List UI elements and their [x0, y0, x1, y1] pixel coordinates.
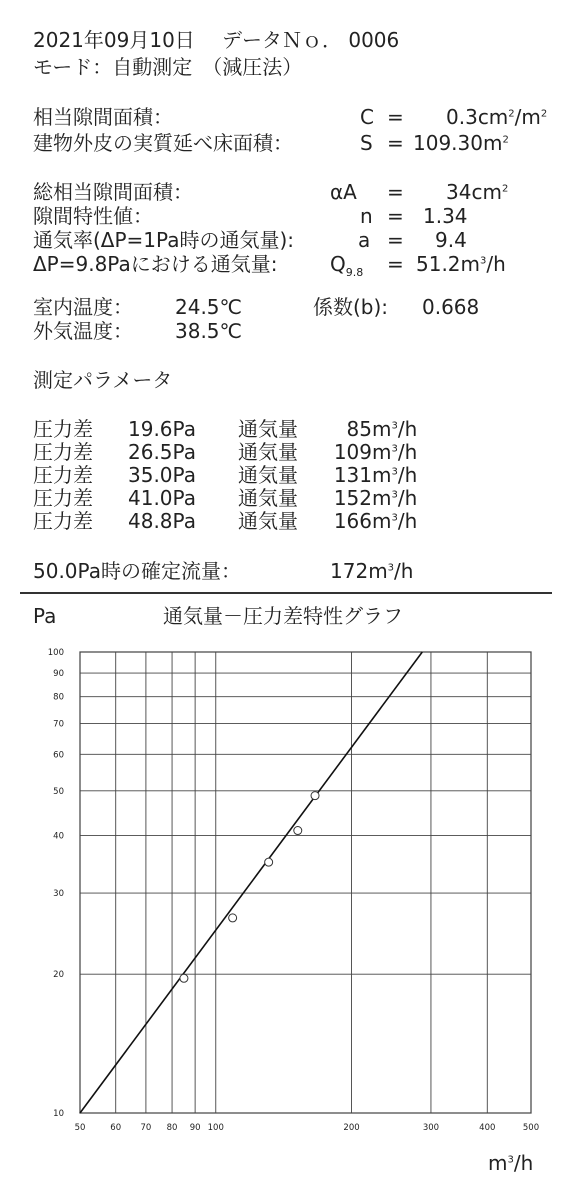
confirmed-flow-unit-tail: /h: [394, 559, 414, 583]
param-flow-unit-tail-3: /h: [397, 463, 418, 487]
param-flow-unit-3: m: [372, 463, 392, 487]
param-flow-unit-sup-4: 3: [391, 489, 398, 501]
coef-label: 係数(b):: [313, 295, 389, 319]
confirmed-flow-unit: m: [368, 559, 388, 583]
aa-unit: cm: [471, 180, 502, 204]
coef-value: 0.668: [422, 295, 480, 319]
q-symbol: Q: [330, 252, 346, 276]
confirmed-flow-unit-sup: 3: [387, 562, 395, 574]
param-flow-unit-tail-1: /h: [397, 417, 418, 441]
c-value: 0.3: [446, 105, 478, 129]
y-tick-label: 40: [53, 831, 64, 842]
pressure-label: 圧力差: [33, 440, 93, 464]
q-eq: =: [387, 252, 404, 276]
params-title: 測定パラメータ: [33, 368, 173, 392]
param-flow-value-3: 131: [333, 463, 372, 487]
param-pressure-5: 48.8Pa: [128, 509, 196, 533]
y-tick-label: 60: [53, 750, 64, 761]
s-unit-sup: 2: [502, 134, 509, 146]
header-date: 2021年09月10日: [33, 28, 195, 52]
param-pressure-2: 26.5Pa: [128, 440, 196, 464]
indoor-temp-value: 24.5℃: [175, 295, 242, 319]
q-unit: m: [460, 252, 481, 276]
data-point: [265, 858, 273, 866]
q-value: 51.2: [416, 252, 461, 276]
c-unit-sup: 2: [508, 108, 515, 120]
y-tick-label: 80: [53, 692, 64, 703]
s-unit: m: [482, 131, 503, 155]
aa-label: 総相当隙間面積：: [33, 180, 193, 204]
param-flow-unit-1: m: [372, 417, 392, 441]
a-label: 通気率(ΔP=1Pa時の通気量):: [33, 228, 294, 252]
data-point: [294, 827, 302, 835]
confirmed-flow-value: 172: [330, 559, 369, 583]
param-flow-value-4: 152: [333, 486, 372, 510]
x-tick-label: 70: [140, 1123, 152, 1133]
q-unit-tail: /h: [486, 252, 506, 276]
aa-eq: =: [387, 180, 404, 204]
x-tick-label: 300: [422, 1123, 440, 1133]
graph-x-unit-sup: 3: [507, 1154, 514, 1166]
outdoor-temp-value: 38.5℃: [175, 319, 242, 343]
param-flow-unit-sup-3: 3: [391, 466, 398, 478]
s-symbol: S: [360, 131, 373, 155]
param-flow-unit-sup-2: 3: [391, 443, 398, 455]
a-eq: =: [387, 228, 404, 252]
graph-x-unit-main: m: [488, 1151, 508, 1175]
param-pressure-3: 35.0Pa: [128, 463, 196, 487]
c-symbol: C: [360, 105, 374, 129]
param-flow-unit-sup-5: 3: [391, 512, 398, 524]
c-label: 相当隙間面積：: [33, 105, 173, 129]
param-flow-unit-sup-1: 3: [391, 420, 398, 432]
pressure-label: 圧力差: [33, 509, 93, 533]
x-tick-label: 80: [166, 1123, 178, 1133]
header-data-no: データＮｏ． 0006: [222, 28, 400, 52]
graph-x-unit: [488, 1153, 533, 1173]
fit-line: [80, 652, 422, 1113]
param-flow-unit-5: m: [372, 509, 392, 533]
param-flow-unit-tail-5: /h: [397, 509, 418, 533]
s-eq: =: [387, 131, 404, 155]
c-unit-tail-sup: 2: [540, 108, 548, 120]
outdoor-temp-label: 外気温度：: [33, 319, 133, 343]
s-label: 建物外皮の実質延べ床面積：: [33, 131, 293, 155]
x-tick-label: 90: [189, 1123, 201, 1133]
plot-frame: [80, 652, 531, 1113]
q-unit-sup: 3: [480, 255, 487, 267]
n-value: 1.34: [423, 204, 468, 228]
q-sub: 9.8: [345, 266, 364, 279]
flow-label: 通気量: [238, 486, 298, 510]
param-flow-unit-4: m: [372, 486, 392, 510]
confirmed-flow-label: 50.0Pa時の確定流量：: [33, 559, 241, 583]
flow-label: 通気量: [238, 509, 298, 533]
c-unit: cm: [477, 105, 509, 129]
pressure-label: 圧力差: [33, 417, 93, 441]
param-pressure-1: 19.6Pa: [128, 417, 196, 441]
indoor-temp-label: 室内温度：: [33, 295, 133, 319]
x-tick-label: 50: [74, 1123, 86, 1133]
data-point: [229, 914, 237, 922]
aa-unit-sup: 2: [501, 183, 509, 195]
data-point: [311, 792, 319, 800]
c-unit-tail: /m: [514, 105, 541, 129]
flow-label: 通気量: [238, 440, 298, 464]
header-mode: モード：自動測定 （減圧法）: [33, 55, 303, 79]
x-tick-label: 100: [207, 1123, 224, 1133]
pressure-label: 圧力差: [33, 486, 93, 510]
graph-y-unit: Pa: [33, 604, 57, 628]
x-tick-label: 60: [110, 1123, 122, 1133]
param-flow-unit-tail-2: /h: [397, 440, 418, 464]
c-eq: =: [387, 105, 404, 129]
x-tick-label: 400: [479, 1123, 496, 1133]
a-value: 9.4: [435, 228, 467, 252]
param-flow-unit-2: m: [372, 440, 392, 464]
y-tick-label: 30: [53, 889, 64, 900]
graph-x-unit-tail: /h: [513, 1151, 534, 1175]
n-label: 隙間特性値：: [33, 204, 153, 228]
n-eq: =: [387, 204, 404, 228]
param-pressure-4: 41.0Pa: [128, 486, 196, 510]
graph-title: 通気量－圧力差特性グラフ: [163, 604, 403, 628]
flow-label: 通気量: [238, 463, 298, 487]
y-tick-label: 20: [53, 970, 64, 981]
param-flow-unit-tail-4: /h: [397, 486, 418, 510]
x-tick-label: 200: [343, 1123, 360, 1133]
param-flow-value-5: 166: [333, 509, 372, 533]
q-label: ΔP=9.8Paにおける通気量:: [33, 252, 278, 276]
y-tick-label: 50: [53, 786, 64, 797]
a-symbol: a: [358, 228, 371, 252]
flow-label: 通気量: [238, 417, 298, 441]
x-tick-label: 500: [522, 1123, 540, 1133]
y-tick-label: 70: [53, 719, 64, 730]
param-flow-value-2: 109: [333, 440, 372, 464]
y-tick-label: 90: [53, 669, 64, 680]
y-tick-label: 10: [53, 1109, 64, 1119]
aa-symbol: αA: [330, 180, 357, 204]
param-flow-value-1: 85: [346, 417, 372, 441]
n-symbol: n: [360, 204, 373, 228]
y-tick-label: 100: [47, 648, 64, 658]
aa-value: 34: [446, 180, 472, 204]
pressure-label: 圧力差: [33, 463, 93, 487]
s-value: 109.30: [413, 131, 483, 155]
data-point: [180, 974, 188, 982]
